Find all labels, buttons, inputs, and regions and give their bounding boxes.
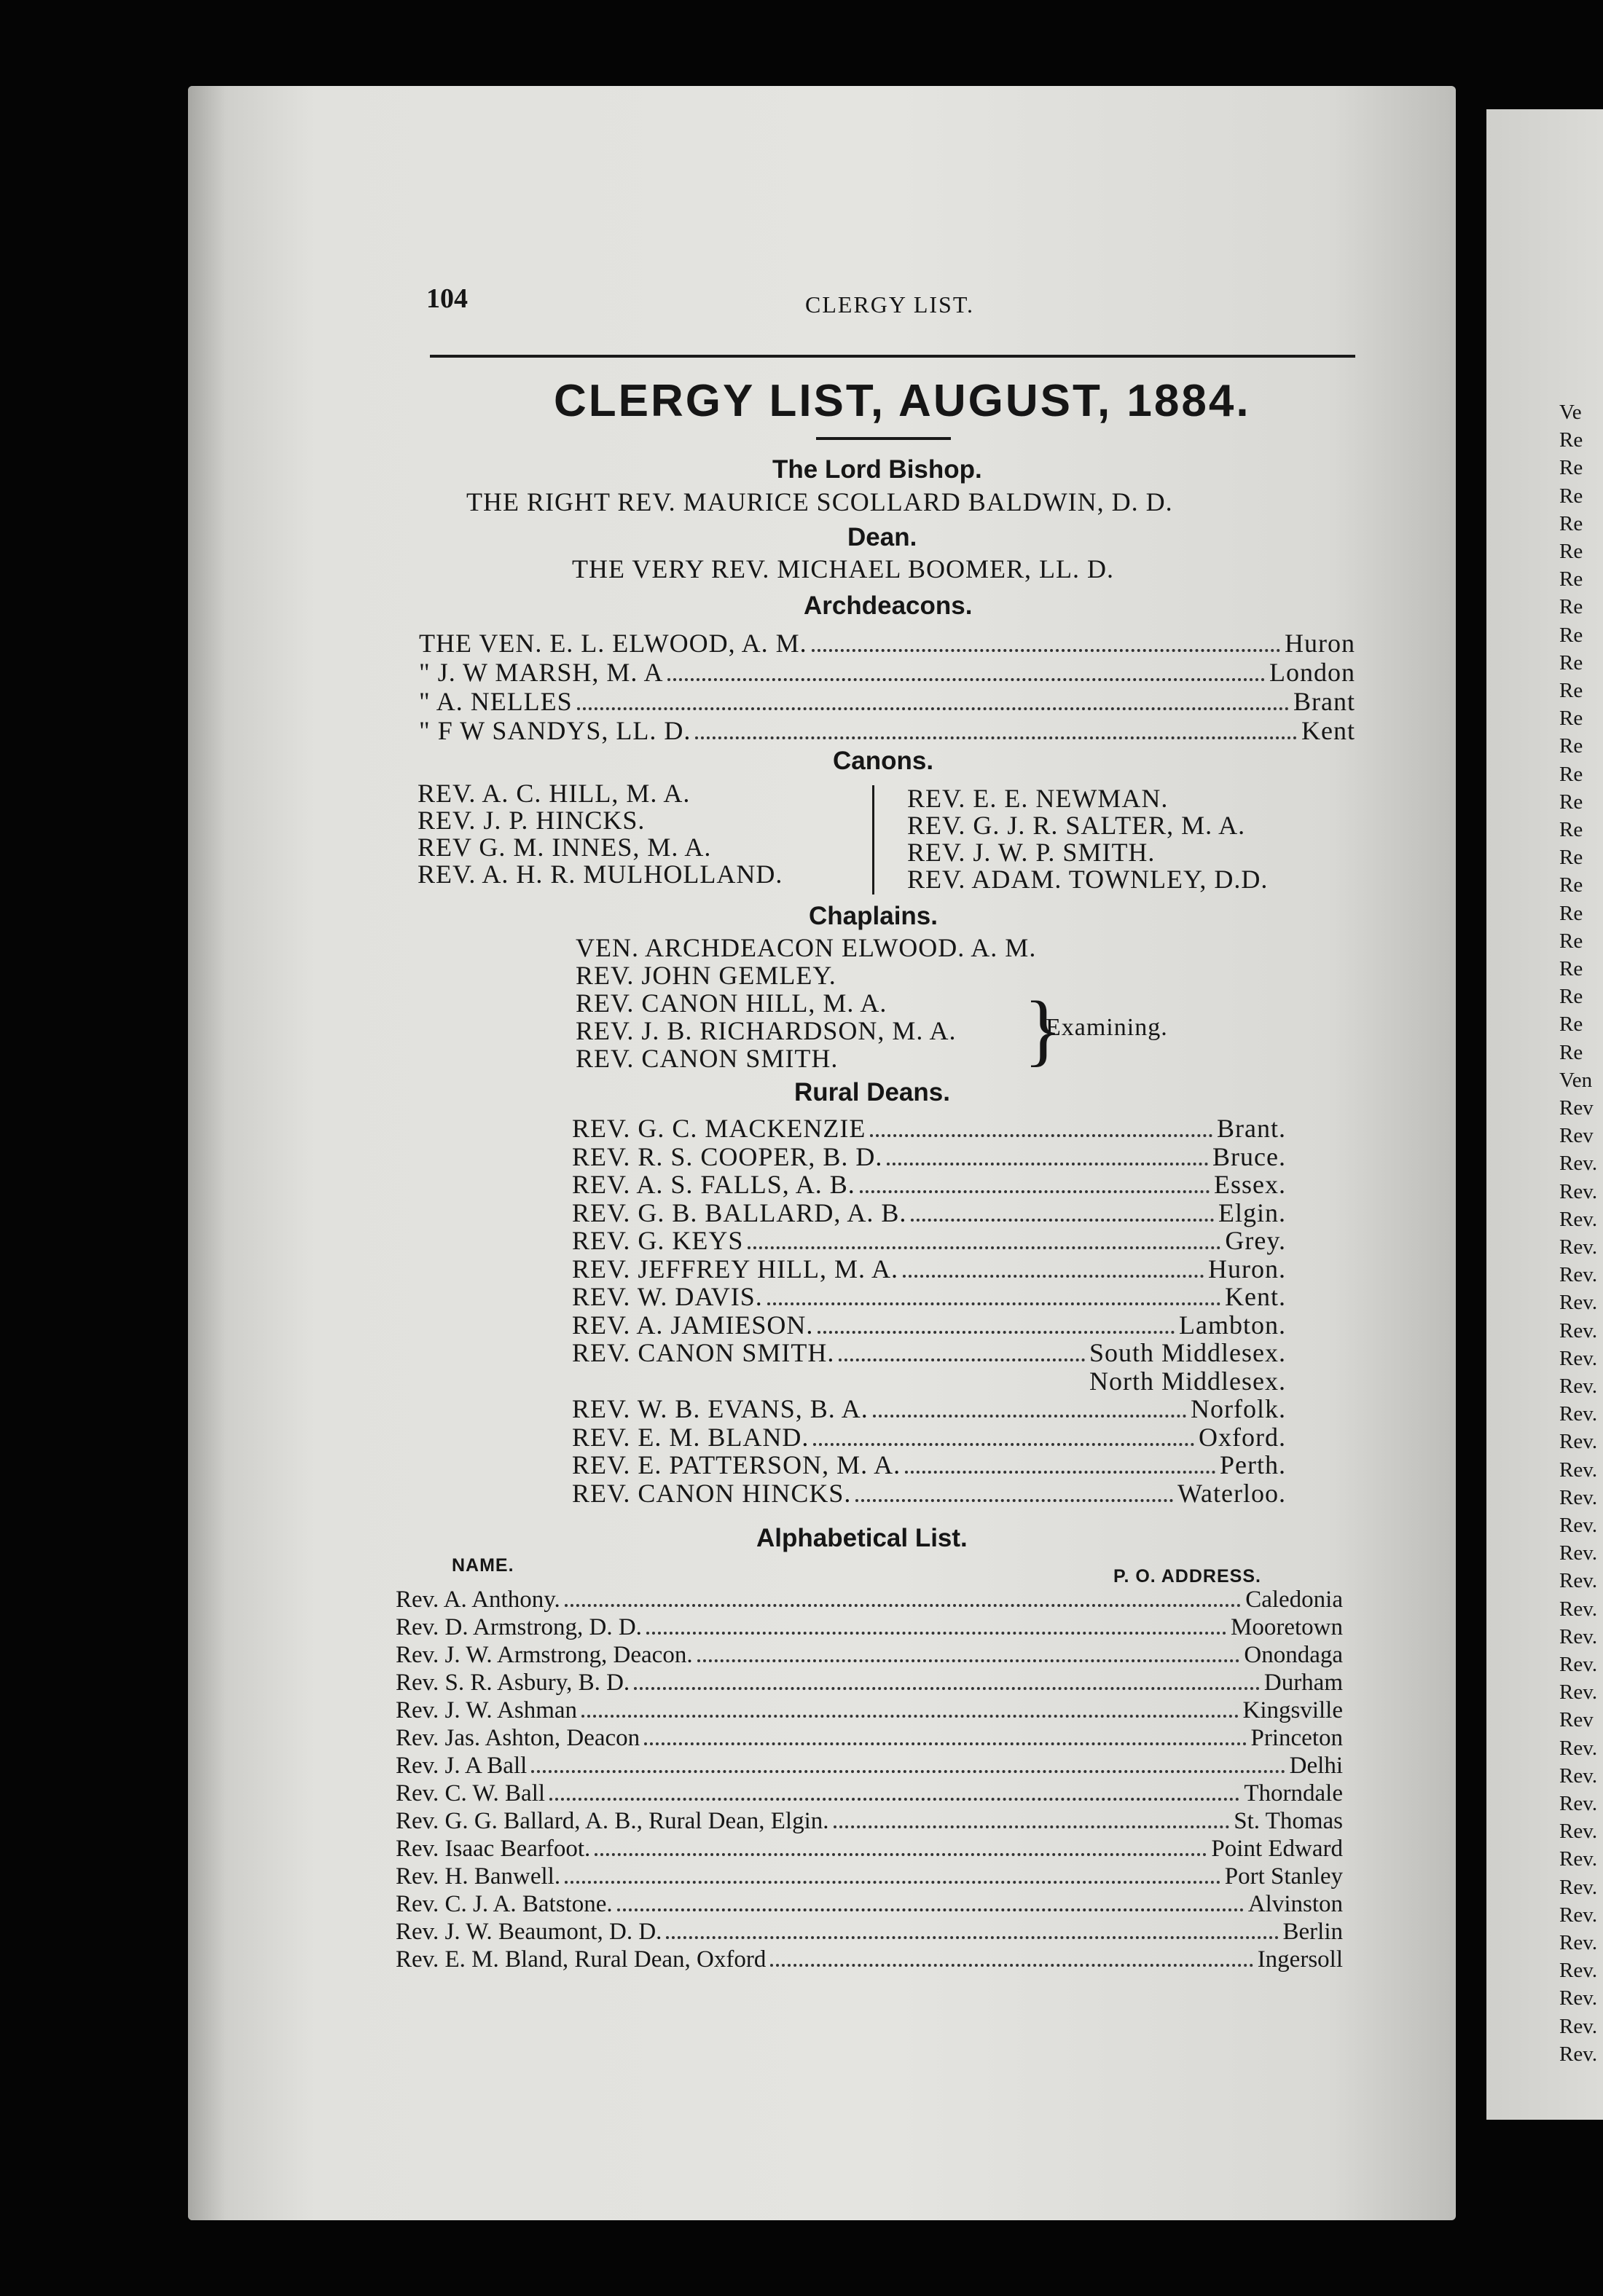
page-title: CLERGY LIST, AUGUST, 1884.	[554, 376, 1251, 426]
entry-name: REV. A. S. FALLS, A. B.	[572, 1170, 855, 1199]
canon-entry: REV. E. E. NEWMAN.	[907, 784, 1169, 813]
entry-place: Berlin	[1282, 1919, 1343, 1945]
entry-place: Bruce.	[1212, 1141, 1286, 1171]
facing-page-fragment: Re	[1559, 1040, 1583, 1064]
canon-entry: REV. A. C. HILL, M. A.	[418, 779, 691, 808]
entry-name: Rev. C. W. Ball	[396, 1780, 546, 1806]
entry-place: Oxford.	[1199, 1422, 1286, 1452]
facing-page-fragment: Re	[1559, 929, 1583, 953]
rural-dean-row	[572, 1478, 1286, 1509]
entry-name: REV. E. PATTERSON, M. A.	[572, 1450, 901, 1479]
facing-page-fragment: Re	[1559, 762, 1583, 786]
entry-name: REV. CANON HINCKS.	[572, 1478, 852, 1508]
dot-leader	[855, 1499, 1173, 1502]
entry-place: Thorndale	[1244, 1780, 1343, 1806]
entry-name: Rev. J. W. Armstrong, Deacon.	[396, 1642, 693, 1668]
facing-page-fragment: Rev.	[1559, 1820, 1598, 1844]
facing-page-fragment: Re	[1559, 623, 1583, 647]
facing-page-fragment: Rev.	[1559, 1764, 1598, 1788]
facing-page-fragment: Re	[1559, 790, 1583, 814]
dot-leader	[870, 1134, 1212, 1137]
bishop-heading: The Lord Bishop.	[772, 455, 982, 484]
entry-place: Grey.	[1225, 1226, 1286, 1255]
dot-leader	[549, 1798, 1239, 1801]
entry-place: Princeton	[1250, 1725, 1343, 1751]
rural-dean-row	[572, 1366, 1286, 1396]
dot-leader	[748, 1246, 1220, 1249]
dot-leader	[695, 736, 1297, 739]
canon-entry: REV. G. J. R. SALTER, M. A.	[907, 811, 1246, 840]
entry-name: " F W SANDYS, LL. D.	[419, 716, 691, 745]
facing-page-fragment: Re	[1559, 428, 1583, 452]
facing-page-fragment: Re	[1559, 818, 1583, 841]
alphabetical-row	[396, 1697, 1343, 1724]
entry-name: " A. NELLES	[419, 687, 573, 716]
facing-page-fragment: Re	[1559, 595, 1583, 619]
entry-place: South Middlesex.	[1089, 1338, 1286, 1367]
entry-place: Alvinston	[1247, 1891, 1343, 1917]
facing-page-fragment: Rev.	[1559, 1318, 1598, 1342]
title-rule	[816, 437, 951, 440]
chaplain-entry: VEN. ARCHDEACON ELWOOD. A. M.	[576, 933, 1037, 962]
dot-leader	[770, 1964, 1253, 1967]
rural-dean-row	[572, 1254, 1286, 1284]
chaplain-entry: REV. J. B. RICHARDSON, M. A.	[576, 1016, 957, 1045]
alphabetical-row	[396, 1780, 1343, 1807]
dot-leader	[644, 1742, 1246, 1745]
page-number: 104	[426, 283, 468, 314]
entry-place: Kingsville	[1242, 1697, 1343, 1723]
facing-page-fragment: Rev.	[1559, 1792, 1598, 1815]
alphabetical-row	[396, 1725, 1343, 1752]
facing-page-fragment: Rev.	[1559, 1430, 1598, 1454]
entry-name: Rev. Isaac Bearfoot.	[396, 1836, 591, 1862]
entry-name: REV. CANON SMITH.	[572, 1338, 835, 1367]
facing-page-fragment: Re	[1559, 873, 1583, 897]
facing-page-fragment: Rev	[1559, 1708, 1594, 1732]
rural-dean-row	[572, 1169, 1286, 1200]
rural-dean-row	[572, 1141, 1286, 1172]
entry-place: Essex.	[1214, 1170, 1286, 1199]
facing-page-fragment: Rev.	[1559, 1680, 1598, 1705]
chaplain-entry: REV. CANON HILL, M. A.	[576, 988, 887, 1018]
dot-leader	[903, 1275, 1204, 1278]
canons-divider	[872, 785, 874, 895]
dot-leader	[634, 1687, 1260, 1690]
dot-leader	[697, 1659, 1240, 1662]
facing-page-fragment: Rev	[1559, 1096, 1594, 1120]
alphabetical-row	[396, 1946, 1343, 1973]
entry-place: Elgin.	[1218, 1198, 1286, 1227]
rural-dean-row	[572, 1198, 1286, 1228]
facing-page-fragment: Re	[1559, 846, 1583, 870]
entry-place: Ingersoll	[1257, 1946, 1343, 1973]
alphabetical-row	[396, 1670, 1343, 1697]
entry-place: Mooretown	[1231, 1614, 1343, 1640]
dot-leader	[905, 1471, 1215, 1474]
rural-dean-row	[572, 1337, 1286, 1368]
facing-page-fragment: Re	[1559, 456, 1583, 480]
alphabetical-row	[396, 1863, 1343, 1890]
entry-place: Caledonia	[1245, 1587, 1343, 1613]
dot-leader	[767, 1302, 1220, 1305]
facing-page-fragment: Rev.	[1559, 1653, 1598, 1676]
entry-place: Perth.	[1220, 1450, 1286, 1479]
dot-leader	[818, 1331, 1175, 1334]
dot-leader	[565, 1604, 1241, 1607]
facing-page-fragment: Re	[1559, 957, 1583, 980]
canon-entry: REV. J. P. HINCKS.	[418, 806, 646, 835]
alphabetical-row	[396, 1587, 1343, 1613]
facing-page-fragment: Rev.	[1559, 2042, 1598, 2066]
dot-leader	[666, 1936, 1278, 1939]
rural-dean-row	[572, 1225, 1286, 1256]
facing-page-fragment: Rev.	[1559, 2014, 1598, 2038]
facing-page-fragment: Ven	[1559, 1068, 1593, 1092]
entry-name: Rev. Jas. Ashton, Deacon	[396, 1725, 640, 1751]
facing-page-fragment: Re	[1559, 1013, 1583, 1037]
facing-page-fragment: Rev.	[1559, 1931, 1598, 1954]
entry-place: Point Edward	[1211, 1836, 1343, 1862]
facing-page-fragment: Rev.	[1559, 1541, 1598, 1565]
facing-page-fragment: Rev.	[1559, 1624, 1598, 1648]
facing-page-fragment: Rev.	[1559, 1847, 1598, 1871]
facing-page-fragment: Re	[1559, 567, 1583, 591]
dot-leader	[911, 1219, 1214, 1222]
facing-page-fragment: Re	[1559, 511, 1583, 535]
entry-name: REV. R. S. COOPER, B. D.	[572, 1141, 883, 1171]
dot-leader	[667, 678, 1265, 681]
alphabetical-row	[396, 1808, 1343, 1835]
dean-line: THE VERY REV. MICHAEL BOOMER, LL. D.	[572, 554, 1115, 583]
dot-leader	[577, 707, 1289, 710]
entry-name: THE VEN. E. L. ELWOOD, A. M.	[419, 629, 807, 658]
rural-dean-row	[572, 1422, 1286, 1452]
entry-name: REV. JEFFREY HILL, M. A.	[572, 1254, 899, 1283]
facing-page-fragment: Rev.	[1559, 1235, 1598, 1259]
alphabetical-row	[396, 1891, 1343, 1918]
facing-page-fragment: Rev.	[1559, 1263, 1598, 1287]
entry-name: REV. G. B. BALLARD, A. B.	[572, 1198, 907, 1227]
facing-page-fragment: Rev.	[1559, 1291, 1598, 1315]
canon-entry: REV. J. W. P. SMITH.	[907, 838, 1156, 867]
facing-page-fragment: Rev.	[1559, 1207, 1598, 1231]
entry-place: North Middlesex.	[1089, 1366, 1286, 1396]
dot-leader	[581, 1715, 1238, 1718]
rural-dean-row	[572, 1450, 1286, 1480]
dot-leader	[595, 1853, 1207, 1856]
entry-name: " J. W MARSH, M. A	[419, 658, 664, 687]
entry-name: REV. G. C. MACKENZIE	[572, 1114, 866, 1143]
dot-leader	[839, 1359, 1085, 1361]
archdeacon-row	[419, 628, 1355, 658]
entry-place: Huron.	[1208, 1254, 1286, 1283]
rural-dean-row	[572, 1113, 1286, 1144]
dot-leader	[887, 1163, 1208, 1165]
alphabetical-row	[396, 1642, 1343, 1669]
facing-page-fragment: Rev.	[1559, 1485, 1598, 1509]
dot-leader	[873, 1415, 1186, 1418]
canon-entry: REV. ADAM. TOWNLEY, D.D.	[907, 865, 1269, 894]
facing-page-fragment: Re	[1559, 650, 1583, 675]
archdeacon-row	[419, 686, 1355, 717]
rural-dean-row	[572, 1281, 1286, 1312]
entry-place: Delhi	[1289, 1753, 1343, 1779]
entry-place: Kent.	[1225, 1282, 1286, 1311]
alphabetical-row	[396, 1753, 1343, 1780]
entry-name: REV. A. JAMIESON.	[572, 1310, 814, 1340]
entry-place: Durham	[1263, 1670, 1343, 1696]
entry-name: Rev. D. Armstrong, D. D.	[396, 1614, 642, 1640]
entry-place: Huron	[1285, 629, 1355, 658]
dot-leader	[860, 1190, 1210, 1193]
facing-page-fragment: Rev.	[1559, 1569, 1598, 1593]
entry-place: Norfolk.	[1191, 1394, 1286, 1423]
entry-place: Kent	[1301, 716, 1355, 745]
rural-deans-heading: Rural Deans.	[794, 1078, 950, 1106]
facing-page-fragment: Re	[1559, 679, 1583, 702]
name-column-header: NAME.	[452, 1555, 514, 1576]
dot-leader	[531, 1770, 1285, 1773]
entry-name: Rev. J. W. Ashman	[396, 1697, 578, 1723]
examining-note: Examining.	[1046, 1014, 1168, 1041]
alphabetical-row	[396, 1919, 1343, 1946]
archdeacon-row	[419, 715, 1355, 746]
entry-name: Rev. E. M. Bland, Rural Dean, Oxford	[396, 1946, 767, 1973]
facing-page-fragment: Rev.	[1559, 1597, 1598, 1621]
entry-place: Onondaga	[1244, 1642, 1343, 1668]
dot-leader	[617, 1908, 1244, 1911]
dot-leader	[813, 1443, 1194, 1446]
archdeacon-row	[419, 657, 1355, 688]
entry-place: Lambton.	[1179, 1310, 1286, 1340]
entry-name: Rev. G. G. Ballard, A. B., Rural Dean, Elgin.	[396, 1808, 829, 1834]
entry-place: Port Stanley	[1224, 1863, 1343, 1890]
alphabetical-row	[396, 1836, 1343, 1863]
facing-page-fragment: Rev.	[1559, 1875, 1598, 1899]
rural-dean-row	[572, 1310, 1286, 1340]
entry-name: REV. W. DAVIS.	[572, 1282, 763, 1311]
facing-page-fragment: Re	[1559, 734, 1583, 758]
dot-leader	[834, 1825, 1230, 1828]
facing-page-fragment: Re	[1559, 901, 1583, 925]
canons-heading: Canons.	[833, 747, 934, 775]
archdeacons-heading: Archdeacons.	[804, 591, 973, 620]
facing-page-fragment: Rev.	[1559, 1375, 1598, 1398]
entry-name: Rev. J. A Ball	[396, 1753, 528, 1779]
facing-page-fragment: Ve	[1559, 401, 1582, 424]
dot-leader	[565, 1881, 1220, 1884]
entry-place: Brant	[1293, 687, 1355, 716]
chaplains-heading: Chaplains.	[809, 902, 938, 930]
dean-heading: Dean.	[847, 523, 917, 551]
facing-page-fragment: Rev.	[1559, 1152, 1598, 1176]
alphabetical-row	[396, 1614, 1343, 1641]
dot-leader	[646, 1632, 1226, 1635]
dot-leader	[812, 649, 1280, 652]
chaplain-entry: REV. CANON SMITH.	[576, 1044, 839, 1073]
canon-entry: REV G. M. INNES, M. A.	[418, 833, 712, 862]
canon-entry: REV. A. H. R. MULHOLLAND.	[418, 860, 783, 889]
facing-page-fragment: Rev.	[1559, 1179, 1598, 1203]
facing-page-fragment: Rev.	[1559, 1959, 1598, 1983]
facing-page-fragment: Rev.	[1559, 1986, 1598, 2010]
facing-page-fragment: Rev.	[1559, 1458, 1598, 1482]
header-rule	[430, 355, 1355, 358]
facing-page-fragment: Rev.	[1559, 1514, 1598, 1537]
entry-place: Brant.	[1217, 1114, 1286, 1143]
entry-name: REV. G. KEYS	[572, 1226, 744, 1255]
entry-name: REV. W. B. EVANS, B. A.	[572, 1394, 869, 1423]
facing-page-fragment: Re	[1559, 985, 1583, 1009]
chaplain-entry: REV. JOHN GEMLEY.	[576, 961, 836, 990]
facing-page-fragment: Rev.	[1559, 1736, 1598, 1760]
facing-page-fragment: Re	[1559, 707, 1583, 731]
alphabetical-heading: Alphabetical List.	[756, 1524, 968, 1552]
brace-glyph: }	[1024, 985, 1062, 1074]
facing-page-fragment: Rev.	[1559, 1402, 1598, 1426]
entry-place: London	[1269, 658, 1355, 687]
bishop-line: THE RIGHT REV. MAURICE SCOLLARD BALDWIN, D. D.	[466, 487, 1173, 516]
entry-place: Waterloo.	[1177, 1478, 1286, 1508]
entry-name: Rev. A. Anthony.	[396, 1587, 560, 1613]
facing-page-fragment: Rev.	[1559, 1346, 1598, 1370]
entry-name: Rev. J. W. Beaumont, D. D.	[396, 1919, 662, 1945]
entry-name: Rev. C. J. A. Batstone.	[396, 1891, 613, 1917]
entry-name: REV. E. M. BLAND.	[572, 1422, 810, 1452]
running-head: CLERGY LIST.	[805, 291, 974, 318]
facing-page-fragment: Rev	[1559, 1124, 1594, 1148]
entry-name: Rev. S. R. Asbury, B. D.	[396, 1670, 630, 1696]
address-column-header: P. O. ADDRESS.	[1113, 1566, 1261, 1587]
facing-page-fragment: Rev.	[1559, 1903, 1598, 1927]
entry-place: St. Thomas	[1234, 1808, 1343, 1834]
entry-name: Rev. H. Banwell.	[396, 1863, 561, 1890]
facing-page-fragment: Re	[1559, 540, 1583, 563]
rural-dean-row	[572, 1393, 1286, 1424]
facing-page-fragment: Re	[1559, 484, 1583, 508]
